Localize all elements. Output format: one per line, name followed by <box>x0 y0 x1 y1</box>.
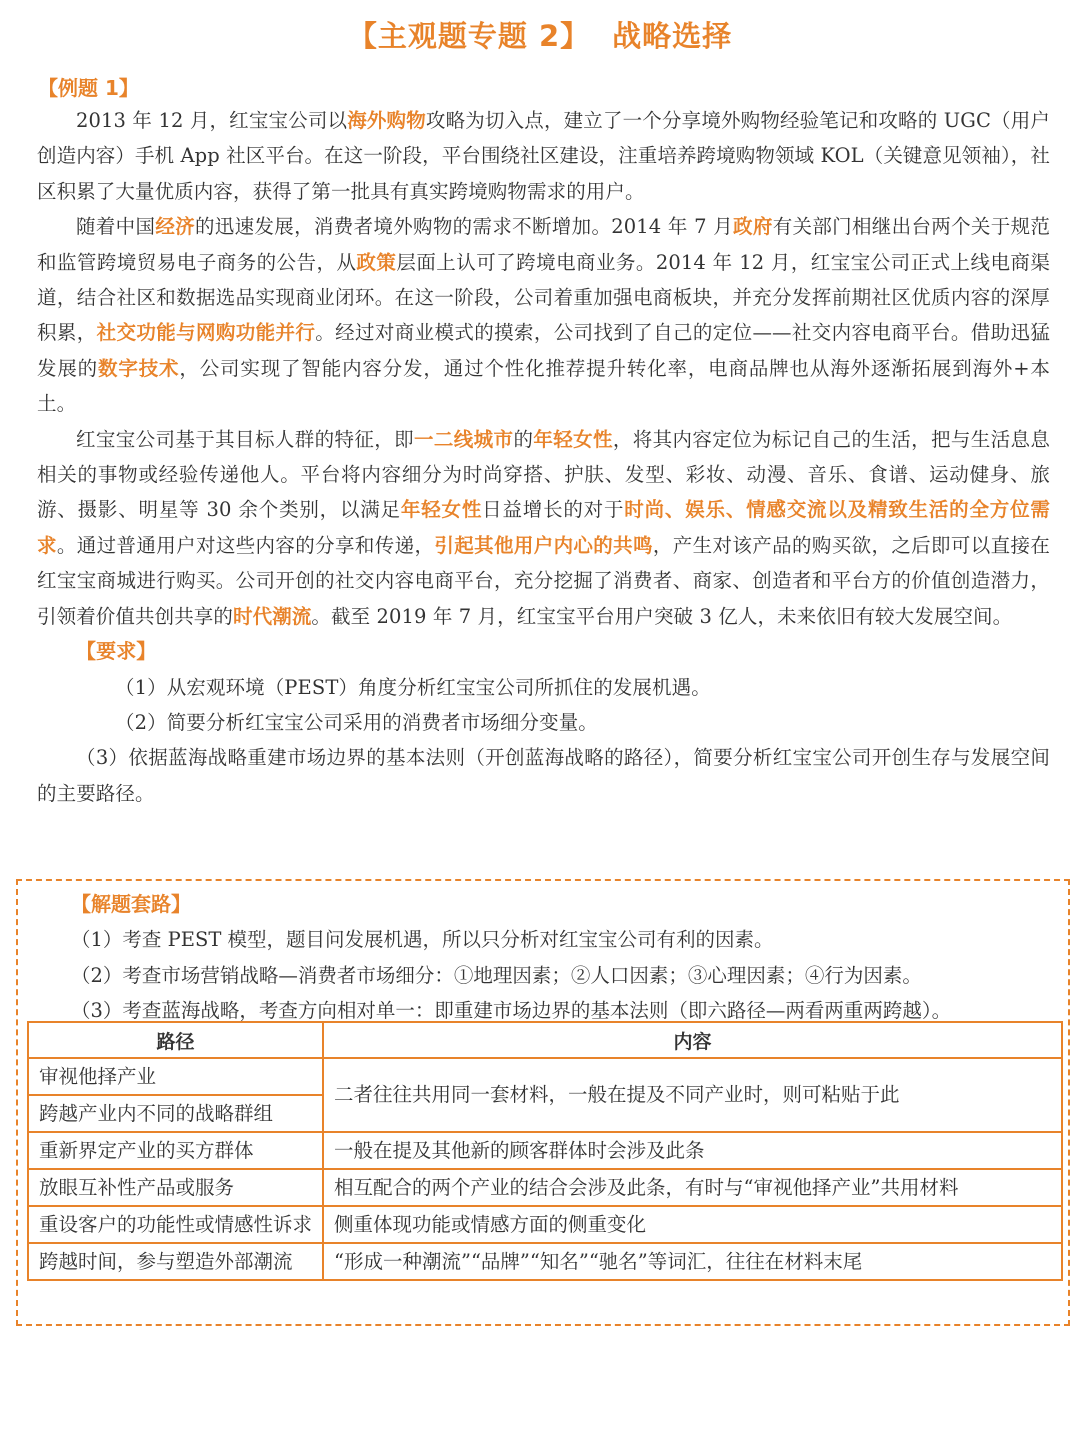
solution-text <box>71 887 1061 1029</box>
solution-item: （3）考查蓝海战略，考查方向相对单一：即重建市场边界的基本法则（即六路径—两看两重两跨越）。 <box>71 999 952 1023</box>
text-run: 的 <box>513 427 534 451</box>
path-cell: 审视他择产业 <box>28 1058 323 1095</box>
table-row <box>28 1243 1062 1280</box>
text-run: ，将其内容定位为标记自己的生活，把与生活息息相关的事物或经验传递他人。平台将内容细分为时尚穿搭、护肤、发型、彩妆、动漫、音乐、食谱、运动健身、旅游、摄影、明星等 30 余个类别，以满足 <box>37 427 1050 522</box>
column-header-content: 内容 <box>323 1022 1062 1058</box>
highlight: 社交功能与网购功能并行 <box>96 321 316 345</box>
path-cell: 跨越产业内不同的战略群组 <box>28 1095 323 1132</box>
path-cell: 跨越时间，参与塑造外部潮流 <box>28 1243 323 1280</box>
title-part1: 【主观题专题 2】 <box>347 19 591 53</box>
text-run: 随着中国 <box>76 215 156 239</box>
solution-box <box>16 879 1070 1326</box>
text-run: 红宝宝公司基于其目标人群的特征，即 <box>76 427 415 451</box>
table-row <box>28 1058 1062 1095</box>
text-run: 。通过普通用户对这些内容的分享和传递， <box>56 533 435 557</box>
text-run: 日益增长的对于 <box>482 498 625 522</box>
route-table <box>27 1021 1063 1281</box>
highlight: 数字技术 <box>98 356 180 380</box>
highlight: 引起其他用户内心的共鸣 <box>434 533 653 557</box>
highlight: 年轻女性 <box>400 498 483 522</box>
solution-tag: 【解题套路】 <box>71 892 191 916</box>
highlight: 政府 <box>733 215 773 239</box>
highlight: 海外购物 <box>347 109 426 132</box>
text-run: 的迅速发展，消费者境外购物的需求不断增加。2014 年 7 月 <box>194 215 734 239</box>
requirement-item: （1）从宏观环境（PEST）角度分析红宝宝公司所抓住的发展机遇。 <box>115 675 711 699</box>
table-row <box>28 1206 1062 1243</box>
text-run: 有关部门相继出台两个关于规范和监管跨境贸易电子商务的公告，从 <box>37 215 1051 274</box>
page-title <box>0 14 1080 55</box>
title-part2: 战略选择 <box>612 19 733 53</box>
text-run: ，公司实现了智能内容分发，通过个性化推荐提升转化率，电商品牌也从海外逐渐拓展到海外+本土。 <box>37 356 1050 416</box>
column-header-path: 路径 <box>28 1022 323 1058</box>
paragraph-2 <box>37 209 1050 421</box>
content-cell: “形成一种潮流”“品牌”“知名”“驰名”等词汇，往往在材料末尾 <box>323 1243 1062 1280</box>
solution-item: （1）考查 PEST 模型，题目问发展机遇，所以只分析对红宝宝公司有利的因素。 <box>71 928 774 952</box>
paragraph-3 <box>37 422 1050 634</box>
text-run: 。截至 2019 年 7 月，红宝宝平台用户突破 3 亿人，未来依旧有较大发展空间。 <box>311 604 1013 628</box>
path-cell: 重设客户的功能性或情感性诉求 <box>28 1206 323 1243</box>
text-run: 2013 年 12 月，红宝宝公司以 <box>76 109 348 132</box>
requirements-heading <box>37 634 1050 669</box>
highlight: 时尚、娱乐、情感交流以及精致生活的全方位需求 <box>37 498 1051 557</box>
highlight: 经济 <box>155 215 195 239</box>
highlight: 时代潮流 <box>233 604 312 628</box>
text-run: 攻略为切入点，建立了一个分享境外购物经验笔记和攻略的 UGC（用户创造内容）手机 App 社区平台。在这一阶段，平台围绕社区建设，注重培养跨境购物领域 KOL（关键意见领袖），社区积累了大量优质内容，获得了第一批具有真实跨境购物需求的用户。 <box>37 109 1050 203</box>
table-row <box>28 1169 1062 1206</box>
highlight: 政策 <box>356 250 397 274</box>
path-cell: 重新界定产业的买方群体 <box>28 1132 323 1169</box>
content-cell: 侧重体现功能或情感方面的侧重变化 <box>323 1206 1062 1243</box>
requirement-item: （3）依据蓝海战略重建市场边界的基本法则（开创蓝海战略的路径），简要分析红宝宝公司开创生存与发展空间的主要路径。 <box>37 746 1050 805</box>
path-cell: 放眼互补性产品或服务 <box>28 1169 323 1206</box>
text-run: 。经过对商业模式的摸索，公司找到了自己的定位——社交内容电商平台。借助迅猛发展的 <box>37 321 1050 380</box>
solution-item: （2）考查市场营销战略—消费者市场细分：①地理因素；②人口因素；③心理因素；④行为因素。 <box>71 963 922 987</box>
paragraph-1 <box>37 103 1050 209</box>
table-row <box>28 1132 1062 1169</box>
text-run: 层面上认可了跨境电商业务。2014 年 12 月，红宝宝公司正式上线电商渠道，结合社区和数据选品实现商业闭环。在这一阶段，公司着重加强电商板块，并充分发挥前期社区优质内容的深厚积累， <box>37 250 1050 345</box>
highlight: 一二线城市 <box>414 427 514 451</box>
highlight: 年轻女性 <box>533 427 613 451</box>
content-cell: 二者往往共用同一套材料，一般在提及不同产业时，则可粘贴于此 <box>323 1058 1062 1132</box>
requirement-item: （2）简要分析红宝宝公司采用的消费者市场细分变量。 <box>115 710 598 734</box>
table-header-row <box>28 1022 1062 1058</box>
content-cell: 相互配合的两个产业的结合会涉及此条，有时与“审视他择产业”共用材料 <box>323 1169 1062 1206</box>
question-body <box>37 103 1050 811</box>
text-run: ，产生对该产品的购买欲，之后即可以直接在红宝宝商城进行购买。公司开创的社交内容电商平台，充分挖掘了消费者、商家、创造者和平台方的价值创造潜力，引领着价值共创共享的 <box>37 533 1050 628</box>
example-tag: 【例题 1】 <box>38 76 139 100</box>
content-cell: 一般在提及其他新的顾客群体时会涉及此条 <box>323 1132 1062 1169</box>
requirements-tag: 【要求】 <box>76 639 157 664</box>
